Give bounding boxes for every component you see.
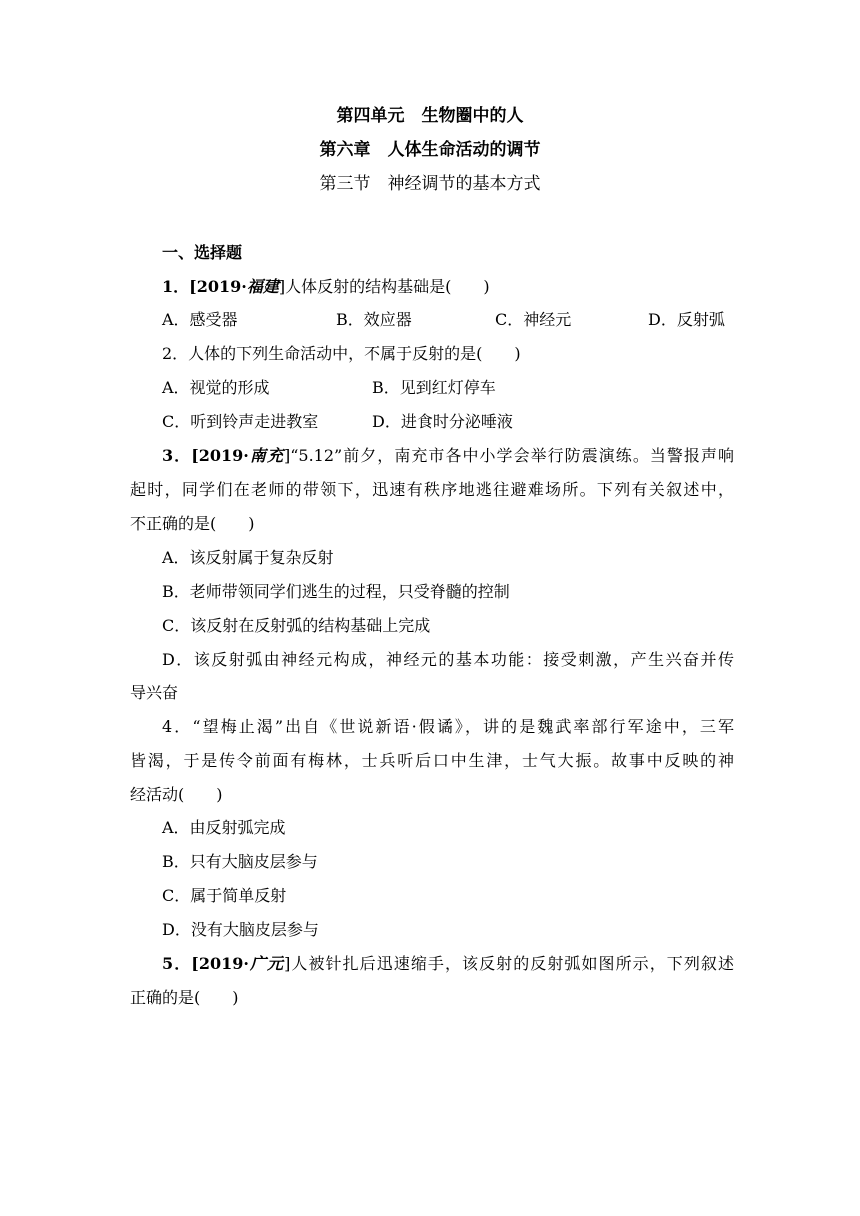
question-text: ]人体反射的结构基础是( ): [278, 277, 490, 296]
question-5-line-1: [162, 954, 734, 974]
unit-title: 第四单元 生物圈中的人: [336, 106, 524, 126]
option-b: B．效应器: [336, 310, 412, 329]
question-4-line-1: 4．“望梅止渴”出自《世说新语·假谲》，讲的是魏武率部行军途中，三军: [162, 717, 734, 736]
option-c: C．听到铃声走进教室: [162, 412, 319, 431]
question-3-line-2: 起时，同学们在老师的带领下，迅速有秩序地逃往避难场所。下列有关叙述中，: [130, 480, 734, 499]
question-text: ]人被针扎后迅速缩手，该反射的反射弧如图所示，下列叙述: [284, 954, 734, 973]
option-a: A．由反射弧完成: [162, 818, 286, 837]
question-number: 3．[2019·: [162, 446, 249, 465]
question-number: 5．[2019·: [162, 954, 249, 973]
option-c: C．该反射在反射弧的结构基础上完成: [162, 616, 431, 635]
option-a: A．该反射属于复杂反射: [162, 548, 334, 567]
option-d: D．反射弧: [648, 310, 725, 329]
option-c: C．属于简单反射: [162, 886, 287, 905]
question-source: 广元: [248, 954, 285, 973]
option-a: A．视觉的形成: [162, 378, 270, 397]
question-3-line-1: [162, 446, 734, 466]
option-d-line-1: D．该反射弧由神经元构成，神经元的基本功能：接受刺激，产生兴奋并传: [162, 650, 734, 669]
option-b: B．老师带领同学们逃生的过程，只受脊髓的控制: [162, 582, 510, 601]
question-4-line-2: 皆渴，于是传令前面有梅林，士兵听后口中生津，士气大振。故事中反映的神: [130, 751, 734, 770]
question-5-line-2: 正确的是( ): [130, 988, 239, 1007]
question-number: 1．[2019·: [162, 277, 247, 296]
question-1-stem: [162, 277, 767, 297]
question-3-line-3: 不正确的是( ): [130, 514, 255, 533]
option-a: A．感受器: [162, 310, 238, 329]
question-4-line-3: 经活动( ): [130, 785, 223, 804]
chapter-title: 第六章 人体生命活动的调节: [319, 140, 541, 160]
option-c: C．神经元: [495, 310, 572, 329]
question-text: ]“5.12”前夕，南充市各中小学会举行防震演练。当警报声响: [283, 446, 734, 465]
option-b: B．只有大脑皮层参与: [162, 852, 318, 871]
option-d: D．没有大脑皮层参与: [162, 920, 319, 939]
part-heading: 一、选择题: [162, 243, 243, 262]
section-title: 第三节 神经调节的基本方式: [319, 174, 541, 194]
question-source: 南充: [248, 446, 284, 465]
question-source: 福建: [246, 277, 279, 296]
option-d-line-2: 导兴奋: [130, 683, 179, 702]
option-b: B．见到红灯停车: [372, 378, 496, 397]
option-d: D．进食时分泌唾液: [372, 412, 513, 431]
question-2-stem: 2．人体的下列生命活动中，不属于反射的是( ): [162, 344, 521, 363]
